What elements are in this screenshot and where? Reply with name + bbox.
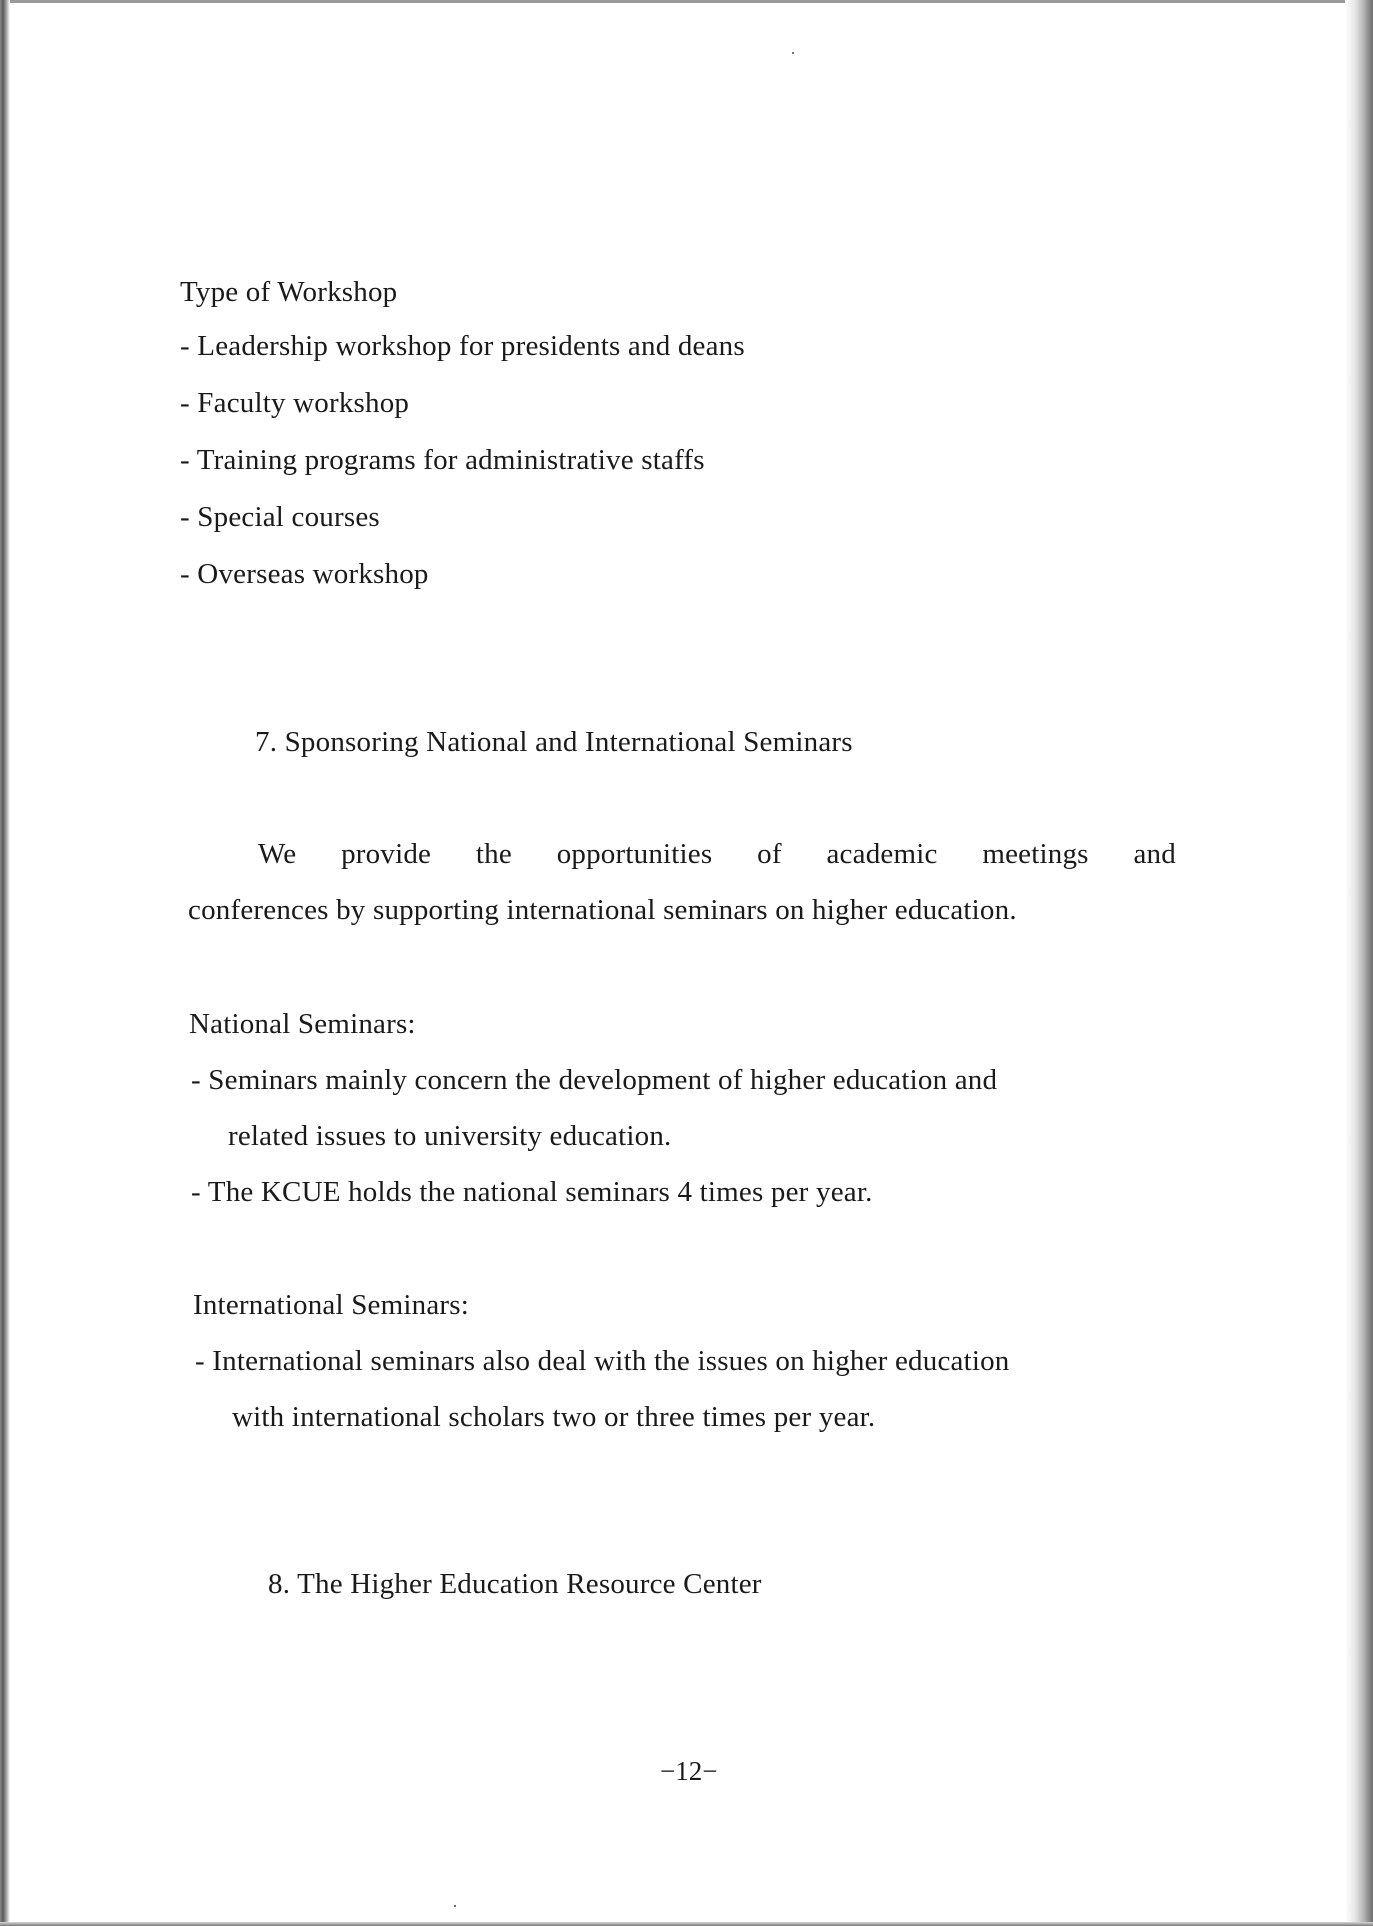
scan-speck (792, 52, 794, 54)
section-8-heading: 8. The Higher Education Resource Center (268, 1568, 762, 1600)
section-7-intro-line-2: conferences by supporting international seminars on higher education. (188, 894, 1017, 926)
workshop-item: - Training programs for administrative staffs (180, 444, 705, 476)
national-seminars-title: National Seminars: (189, 1008, 416, 1040)
international-seminars-item-1-line-1: - International seminars also deal with the issues on higher education (195, 1345, 1010, 1377)
section-7-intro-line-1 (258, 836, 1176, 872)
intro-word: the (475, 838, 512, 870)
workshop-item: - Special courses (180, 501, 380, 533)
section-7-heading: 7. Sponsoring National and International Seminars (255, 726, 853, 758)
workshop-title: Type of Workshop (180, 276, 398, 308)
intro-word: and (1133, 838, 1176, 870)
international-seminars-title: International Seminars: (193, 1289, 469, 1321)
intro-word: academic (826, 838, 938, 870)
scan-speck (454, 1905, 456, 1907)
workshop-item: - Leadership workshop for presidents and deans (180, 330, 745, 362)
national-seminars-item-2: - The KCUE holds the national seminars 4 times per year. (191, 1176, 873, 1208)
intro-word: of (757, 838, 782, 870)
national-seminars-item-1-line-1: - Seminars mainly concern the development of higher education and (191, 1064, 998, 1096)
intro-word: opportunities (556, 838, 713, 870)
national-seminars-item-1-line-2: related issues to university education. (228, 1120, 672, 1152)
intro-word: meetings (982, 838, 1089, 870)
scan-edge-bottom (0, 1922, 1373, 1926)
intro-word: provide (341, 838, 432, 870)
scan-edge-left (0, 0, 10, 1926)
intro-word: We (258, 838, 297, 870)
scan-edge-right (1345, 0, 1373, 1926)
workshop-item: - Overseas workshop (180, 558, 429, 590)
scan-edge-top (0, 0, 1373, 3)
page-number: −12− (660, 1756, 718, 1786)
workshop-item: - Faculty workshop (180, 387, 410, 419)
international-seminars-item-1-line-2: with international scholars two or three times per year. (232, 1401, 876, 1433)
